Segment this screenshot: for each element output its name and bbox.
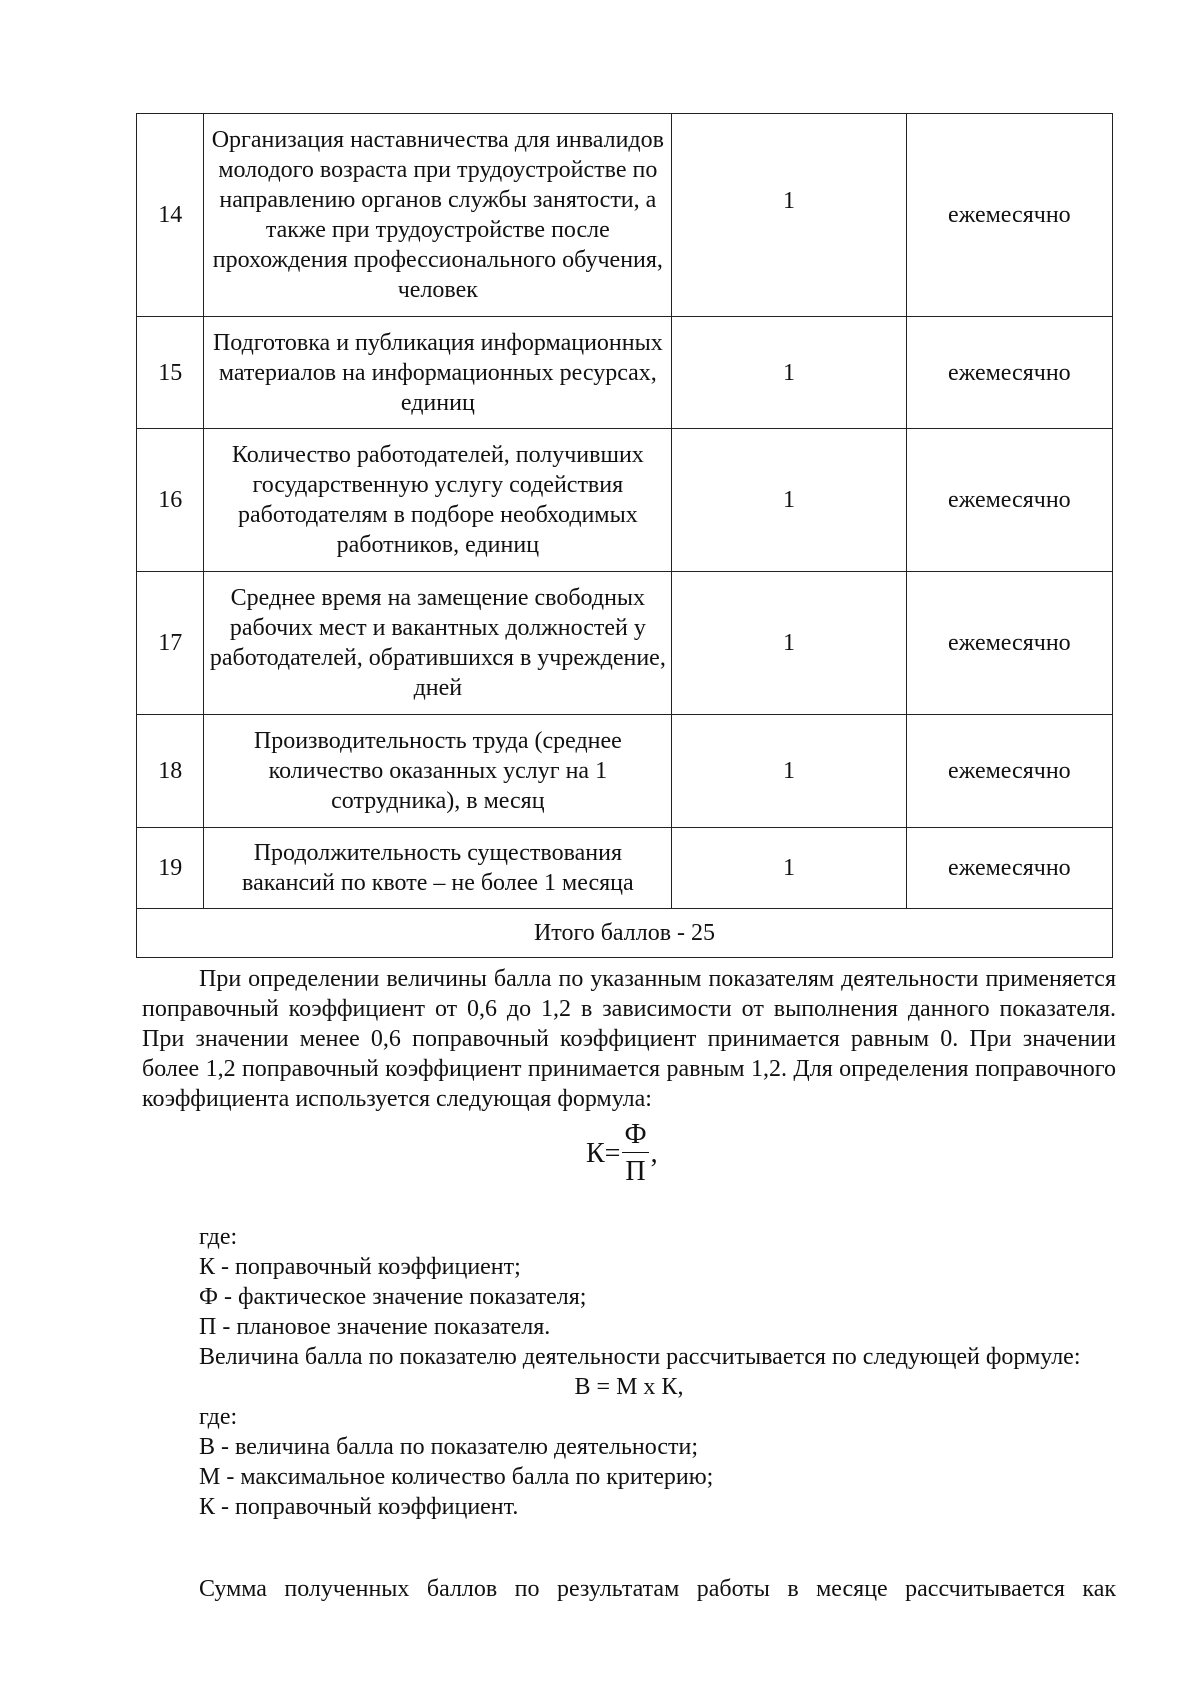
where-block-1 <box>142 1222 1116 1522</box>
indicator-name: Среднее время на замещение свободных рабочих мест и вакантных должностей у работодателей, обратившихся в учреждение, дней <box>204 572 672 715</box>
formula-lhs: К= <box>586 1138 621 1169</box>
indicator-name: Производительность труда (среднее количество оказанных услуг на 1 сотрудника), в месяц <box>204 715 672 828</box>
indicator-period: ежемесячно <box>906 828 1112 909</box>
table-row <box>137 715 1113 828</box>
indicator-name: Количество работодателей, получивших государственную услугу содействия работодателям в подборе необходимых работников, единиц <box>204 429 672 572</box>
points-value: 1 <box>783 188 795 214</box>
coefficient-paragraph: При определении величины балла по указанным показателям деятельности применяется поправочный коэффициент от 0,6 до 1,2 в зависимости от выполнения данного показателя. При значении менее 0,6 поправочный коэффициент принимается равным 0. При значении более 1,2 поправочный коэффициент принимается равным 1,2. Для определения поправочного коэффициента используется следующая формула: <box>142 966 1116 1112</box>
indicator-name: Продолжительность существования вакансий по квоте – не более 1 месяца <box>204 828 672 909</box>
sum-paragraph: Сумма полученных баллов по результатам работы в месяце рассчитывается как <box>199 1576 1116 1602</box>
where-item: П - плановое значение показателя. <box>199 1314 551 1340</box>
table-total-row <box>137 909 1113 958</box>
indicator-period: ежемесячно <box>906 317 1112 429</box>
points-value: 1 <box>783 855 795 881</box>
where-label: где: <box>199 1224 238 1250</box>
where-item: В - величина балла по показателю деятельности; <box>199 1434 699 1460</box>
indicator-name: Организация наставничества для инвалидов молодого возраста при трудоустройстве по направлению органов службы занятости, а также при трудоустройстве после прохождения профессионального обучения, человек <box>204 114 672 317</box>
points-value: 1 <box>783 359 795 386</box>
coefficient-paragraph-block <box>142 964 1116 1114</box>
formula-comma: , <box>650 1138 658 1169</box>
table-row <box>137 572 1113 715</box>
points-value: 1 <box>783 630 795 656</box>
formula-denominator: П <box>625 1155 646 1187</box>
indicator-points <box>672 572 906 715</box>
table-row <box>137 429 1113 572</box>
indicator-period: ежемесячно <box>906 715 1112 828</box>
indicator-points <box>672 828 906 909</box>
row-number: 16 <box>137 429 204 572</box>
table-row <box>137 317 1113 429</box>
indicator-points <box>672 317 906 429</box>
indicator-points <box>672 114 906 317</box>
indicator-points <box>672 429 906 572</box>
formula-fraction <box>622 1120 648 1189</box>
total-points: Итого баллов - 25 <box>137 909 1113 958</box>
row-number: 15 <box>137 317 204 429</box>
table-row <box>137 828 1113 909</box>
indicator-name: Подготовка и публикация информационных материалов на информационных ресурсах, единиц <box>204 317 672 429</box>
where-item: К - поправочный коэффициент. <box>199 1494 519 1520</box>
table-row <box>137 114 1113 317</box>
row-number: 17 <box>137 572 204 715</box>
coefficient-formula <box>586 1114 658 1194</box>
sum-paragraph-block <box>142 1574 1116 1604</box>
indicator-period: ежемесячно <box>906 572 1112 715</box>
where-label: где: <box>199 1404 238 1430</box>
where-item: М - максимальное количество балла по критерию; <box>199 1464 714 1490</box>
points-value: 1 <box>783 487 795 513</box>
indicator-period: ежемесячно <box>906 429 1112 572</box>
indicators-table <box>136 113 1113 958</box>
indicator-points <box>672 715 906 828</box>
indicator-period: ежемесячно <box>906 114 1112 317</box>
score-formula: В = М х К, <box>574 1374 684 1400</box>
score-paragraph: Величина балла по показателю деятельности рассчитывается по следующей формуле: <box>199 1344 1081 1370</box>
where-item: Ф - фактическое значение показателя; <box>199 1284 587 1310</box>
row-number: 14 <box>137 114 204 317</box>
row-number: 19 <box>137 828 204 909</box>
points-value: 1 <box>783 758 795 784</box>
where-item: К - поправочный коэффициент; <box>199 1254 521 1280</box>
formula-numerator: Ф <box>622 1120 648 1153</box>
row-number: 18 <box>137 715 204 828</box>
